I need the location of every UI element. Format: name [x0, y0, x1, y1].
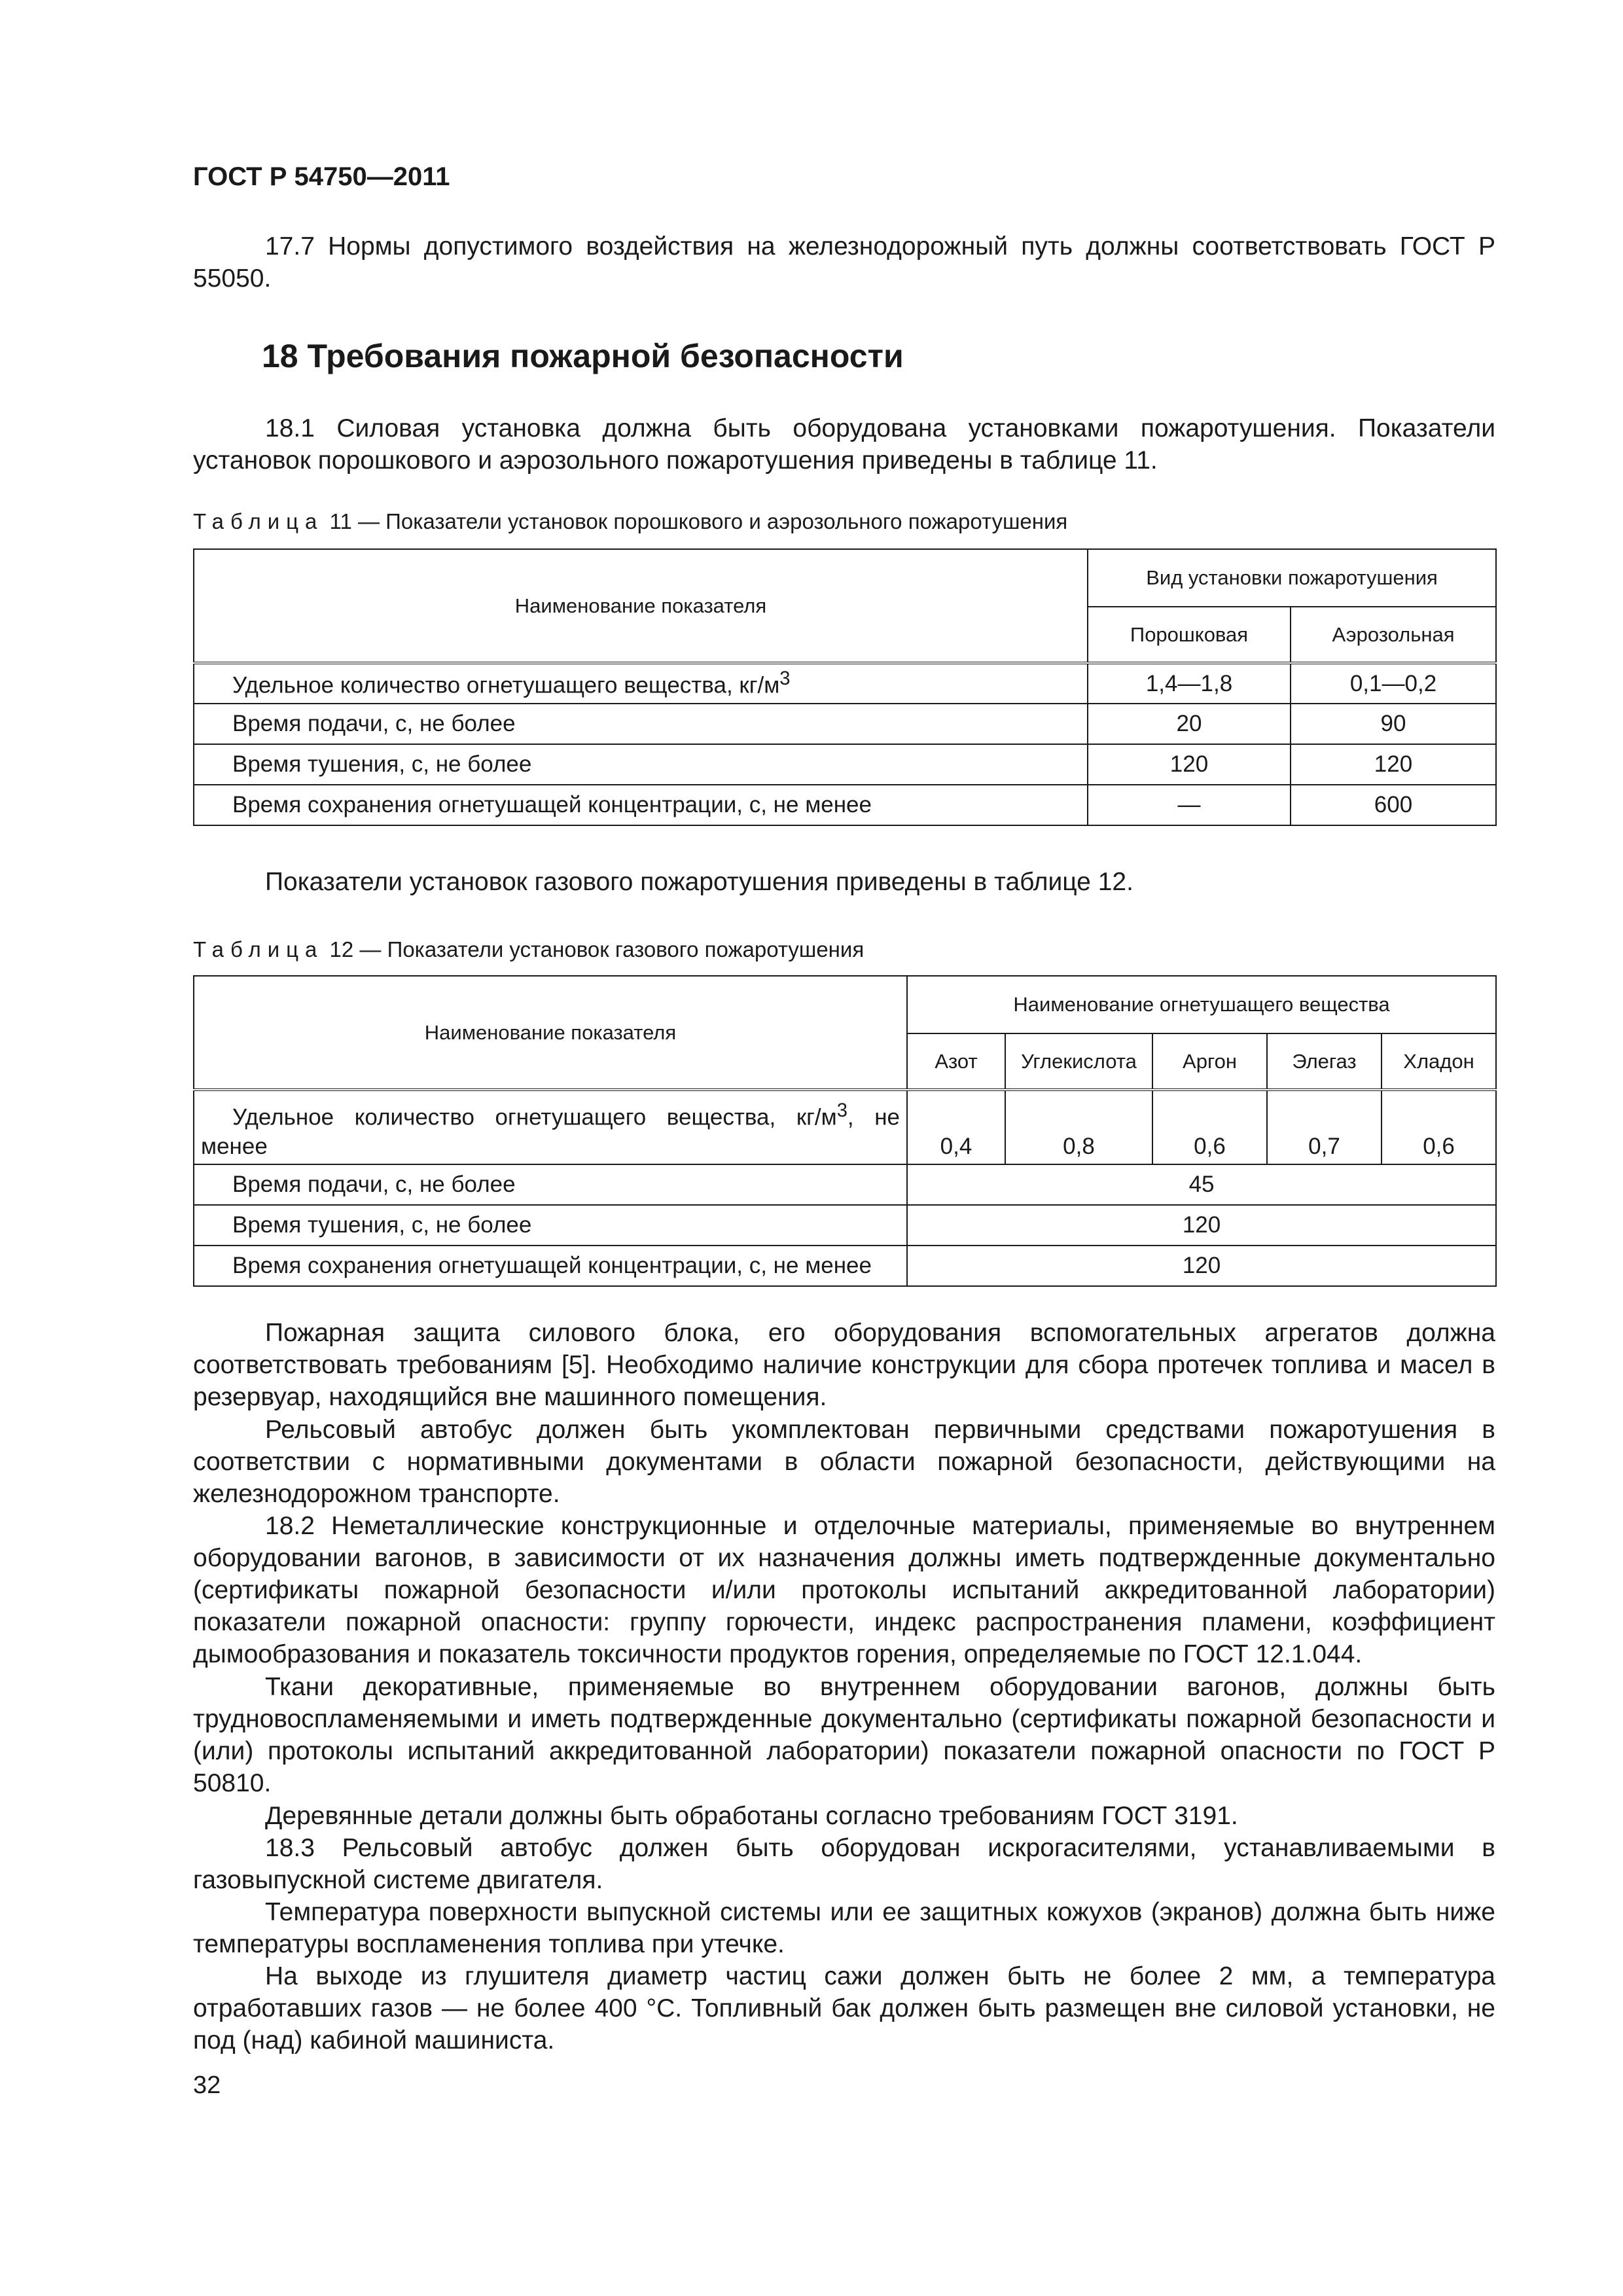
table-11-caption	[193, 509, 1067, 534]
page-number: 32	[193, 2072, 221, 2099]
paragraph-18-3: 18.3 Рельсовый автобус должен быть оборудован искрогасителями, устанавливаемыми в газовыпускной системе двигателя.	[193, 1834, 1495, 1894]
paragraph-18-1: 18.1 Силовая установка должна быть оборудована установками пожаротушения. Показатели установок порошкового и аэрозольного пожаротушения приведены в таблице 11.	[193, 414, 1495, 475]
table-row	[194, 744, 1496, 785]
table-12-head-elegas: Элегаз	[1267, 1033, 1382, 1090]
table-12-row-name: Время тушения, с, не более	[194, 1205, 907, 1246]
table-12-head-group: Наименование огнетушащего вещества	[907, 976, 1496, 1033]
table-11-cell: 120	[1291, 744, 1496, 785]
table-12-cell: 0,7	[1267, 1090, 1382, 1164]
table-12-cell: 0,6	[1152, 1090, 1267, 1164]
paragraph-wood: Деревянные детали должны быть обработаны согласно требованиям ГОСТ 3191.	[265, 1802, 1238, 1830]
row-name-part: Удельное количество огнетушащего вещества, кг/м	[232, 1104, 837, 1130]
table-11-cell: 600	[1291, 785, 1496, 825]
paragraph-17-7: 17.7 Нормы допустимого воздействия на железнодорожный путь должны соответствовать ГОСТ Р 55050.	[193, 232, 1495, 293]
table-11-cell: 120	[1088, 744, 1291, 785]
row-name-text	[201, 1096, 900, 1161]
table-11-cell: 0,1—0,2	[1291, 663, 1496, 704]
paragraph-muffler: На выходе из глушителя диаметр частиц сажи должен быть не более 2 мм, а температура отработавших газов — не более 400 °С. Топливный бак должен быть размещен вне силовой установки, не под (над) кабиной машиниста.	[193, 1962, 1495, 2054]
paragraph-fabrics: Ткани декоративные, применяемые во внутреннем оборудовании вагонов, должны быть трудновоспламеняемыми и иметь подтвержденные документально (сертификаты пожарной безопасности и (или) протоколы испытаний аккредитованной лаборатории) показатели пожарной опасности по ГОСТ Р 50810.	[193, 1673, 1495, 1797]
table-12-head-param: Наименование показателя	[194, 976, 907, 1090]
paragraph-table-12-intro: Показатели установок газового пожаротушения приведены в таблице 12.	[265, 868, 1133, 896]
table-12-row-name: Время подачи, с, не более	[194, 1164, 907, 1205]
table-11-row-name: Время сохранения огнетушащей концентрации, с, не менее	[194, 785, 1088, 825]
table-12-merged-cell: 120	[907, 1246, 1496, 1286]
paragraph-temperature: Температура поверхности выпускной системы или ее защитных кожухов (экранов) должна быть ниже температуры воспламенения топлива при утечке.	[193, 1898, 1495, 1958]
table-12-row-name	[194, 1090, 907, 1164]
paragraph-18-2: 18.2 Неметаллические конструкционные и отделочные материалы, применяемые во внутреннем оборудовании вагонов, в зависимости от их назначения должны иметь подтвержденные документально (сертификаты пожарной безопасности и/или протоколы испытаний аккредитованной лаборатории) показатели пожарной опасности: группу горючести, индекс распространения пламени, коэффициент дымообразования и показатель токсичности продуктов горения, определяемые по ГОСТ 12.1.044.	[193, 1512, 1495, 1668]
table-12-caption-word: Таблица	[193, 937, 324, 961]
table-12-merged-cell: 45	[907, 1164, 1496, 1205]
table-12-caption-text: 12 — Показатели установок газового пожаротушения	[323, 937, 865, 961]
table-row	[194, 1090, 1496, 1164]
table-11-row-name	[194, 663, 1088, 704]
table-11-head-group: Вид установки пожаротушения	[1088, 549, 1496, 607]
table-row	[194, 704, 1496, 744]
superscript: 3	[836, 1100, 847, 1121]
row-name-text: Удельное количество огнетушащего вещества, кг/м	[232, 672, 780, 698]
table-11-cell: 20	[1088, 704, 1291, 744]
table-12-head-co2: Углекислота	[1005, 1033, 1152, 1090]
table-12-cell: 0,8	[1005, 1090, 1152, 1164]
table-11-cell: —	[1088, 785, 1291, 825]
paragraph-primary-equipment: Рельсовый автобус должен быть укомплектован первичными средствами пожаротушения в соответствии с нормативными документами в области пожарной безопасности, действующими на железнодорожном транспорте.	[193, 1416, 1495, 1508]
table-11	[193, 548, 1497, 826]
table-12	[193, 975, 1497, 1287]
table-12-head-argon: Аргон	[1152, 1033, 1267, 1090]
table-12-cell: 0,6	[1382, 1090, 1496, 1164]
row-name-part: , не менее	[201, 1104, 900, 1159]
table-11-cell: 1,4—1,8	[1088, 663, 1291, 704]
paragraph-fire-protection: Пожарная защита силового блока, его оборудования вспомогательных агрегатов должна соответствовать требованиям [5]. Необходимо наличие конструкции для сбора протечек топлива и масел в резервуар, находящийся вне машинного помещения.	[193, 1319, 1495, 1411]
table-11-caption-word: Таблица	[193, 509, 324, 533]
table-11-row-name: Время подачи, с, не более	[194, 704, 1088, 744]
table-12-cell: 0,4	[907, 1090, 1005, 1164]
table-row	[194, 1164, 1496, 1205]
table-row	[194, 785, 1496, 825]
table-12-head-halon: Хладон	[1382, 1033, 1496, 1090]
table-12-caption	[193, 937, 864, 962]
table-row	[194, 1205, 1496, 1246]
table-11-head-param: Наименование показателя	[194, 549, 1088, 663]
table-12-head-nitrogen: Азот	[907, 1033, 1005, 1090]
table-12-row-name: Время сохранения огнетушащей концентрации, с, не менее	[194, 1246, 907, 1286]
table-11-cell: 90	[1291, 704, 1496, 744]
table-11-head-aerosol: Аэрозольная	[1291, 607, 1496, 663]
table-11-caption-text: 11 — Показатели установок порошкового и аэрозольного пожаротушения	[323, 509, 1068, 533]
table-row	[194, 1246, 1496, 1286]
table-11-head-powder: Порошковая	[1088, 607, 1291, 663]
standard-designation: ГОСТ Р 54750—2011	[193, 162, 450, 191]
table-row	[194, 663, 1496, 704]
section-18-title: 18 Требования пожарной безопасности	[262, 338, 904, 374]
table-11-row-name: Время тушения, с, не более	[194, 744, 1088, 785]
superscript: 3	[779, 668, 791, 690]
table-12-merged-cell: 120	[907, 1205, 1496, 1246]
